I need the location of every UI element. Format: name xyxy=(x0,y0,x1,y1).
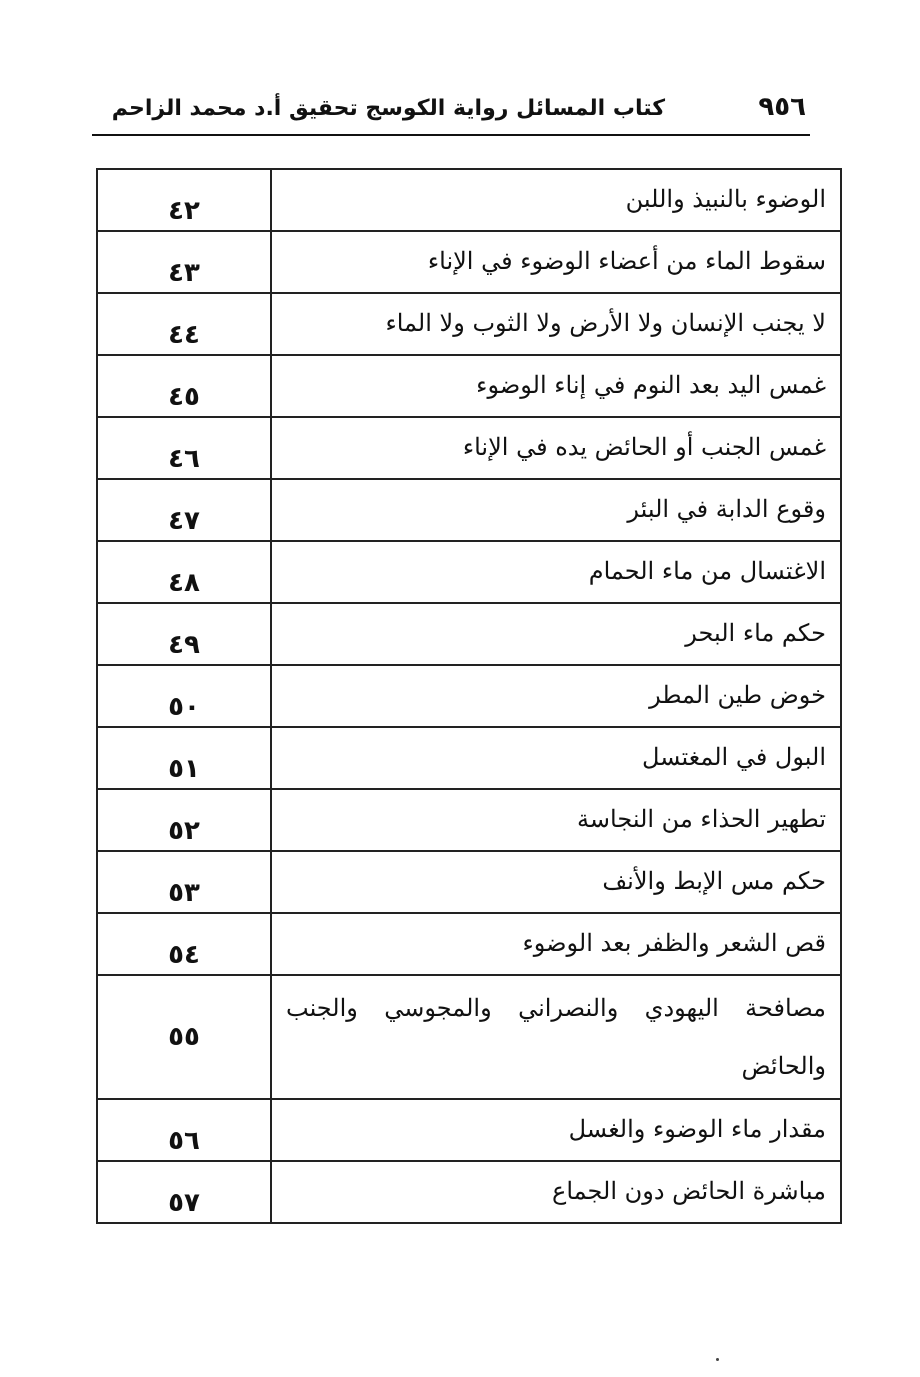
table-row xyxy=(97,789,841,851)
topic-cell: الاغتسال من ماء الحمام xyxy=(271,541,841,603)
topic-cell: تطهير الحذاء من النجاسة xyxy=(271,789,841,851)
topic-cell: غمس اليد بعد النوم في إناء الوضوء xyxy=(271,355,841,417)
page-number: ٩٥٦ xyxy=(758,92,806,122)
topic-cell: خوض طين المطر xyxy=(271,665,841,727)
table-row xyxy=(97,293,841,355)
index-table xyxy=(96,168,842,1224)
topic-cell: وقوع الدابة في البئر xyxy=(271,479,841,541)
topic-cell: غمس الجنب أو الحائض يده في الإناء xyxy=(271,417,841,479)
page-cell: ٥٧ xyxy=(97,1161,271,1223)
table-row xyxy=(97,727,841,789)
table-row xyxy=(97,169,841,231)
page-cell: ٥٥ xyxy=(97,975,271,1099)
page-cell: ٤٥ xyxy=(97,355,271,417)
page-cell: ٤٦ xyxy=(97,417,271,479)
page-cell: ٥٣ xyxy=(97,851,271,913)
topic-cell: البول في المغتسل xyxy=(271,727,841,789)
page-cell: ٤٩ xyxy=(97,603,271,665)
table-row xyxy=(97,603,841,665)
page-cell: ٥١ xyxy=(97,727,271,789)
topic-cell: لا يجنب الإنسان ولا الأرض ولا الثوب ولا الماء xyxy=(271,293,841,355)
page-cell: ٥٤ xyxy=(97,913,271,975)
topic-cell: مباشرة الحائض دون الجماع xyxy=(271,1161,841,1223)
table-row xyxy=(97,479,841,541)
scan-speck xyxy=(716,1358,719,1361)
table-row xyxy=(97,1161,841,1223)
topic-cell: حكم ماء البحر xyxy=(271,603,841,665)
page-cell: ٥٢ xyxy=(97,789,271,851)
topic-cell: قص الشعر والظفر بعد الوضوء xyxy=(271,913,841,975)
table-row xyxy=(97,417,841,479)
page-cell: ٤٧ xyxy=(97,479,271,541)
page-cell: ٤٣ xyxy=(97,231,271,293)
topic-cell: مصافحة اليهودي والنصراني والمجوسي والجنب والحائض xyxy=(271,975,841,1099)
table-row xyxy=(97,541,841,603)
running-title: كتاب المسائل رواية الكوسج تحقيق أ.د محمد الزاحم xyxy=(111,96,665,121)
topic-cell: سقوط الماء من أعضاء الوضوء في الإناء xyxy=(271,231,841,293)
table-row xyxy=(97,231,841,293)
table-row xyxy=(97,851,841,913)
page-cell: ٥٠ xyxy=(97,665,271,727)
table-row xyxy=(97,355,841,417)
header-rule xyxy=(92,134,810,136)
table-row xyxy=(97,1099,841,1161)
topic-cell: مقدار ماء الوضوء والغسل xyxy=(271,1099,841,1161)
topic-cell: حكم مس الإبط والأنف xyxy=(271,851,841,913)
page-cell: ٤٤ xyxy=(97,293,271,355)
topic-cell: الوضوء بالنبيذ واللبن xyxy=(271,169,841,231)
table-row xyxy=(97,665,841,727)
running-header xyxy=(92,84,810,136)
table-row xyxy=(97,975,841,1099)
page-cell: ٤٢ xyxy=(97,169,271,231)
table-row xyxy=(97,913,841,975)
page-cell: ٥٦ xyxy=(97,1099,271,1161)
page-cell: ٤٨ xyxy=(97,541,271,603)
